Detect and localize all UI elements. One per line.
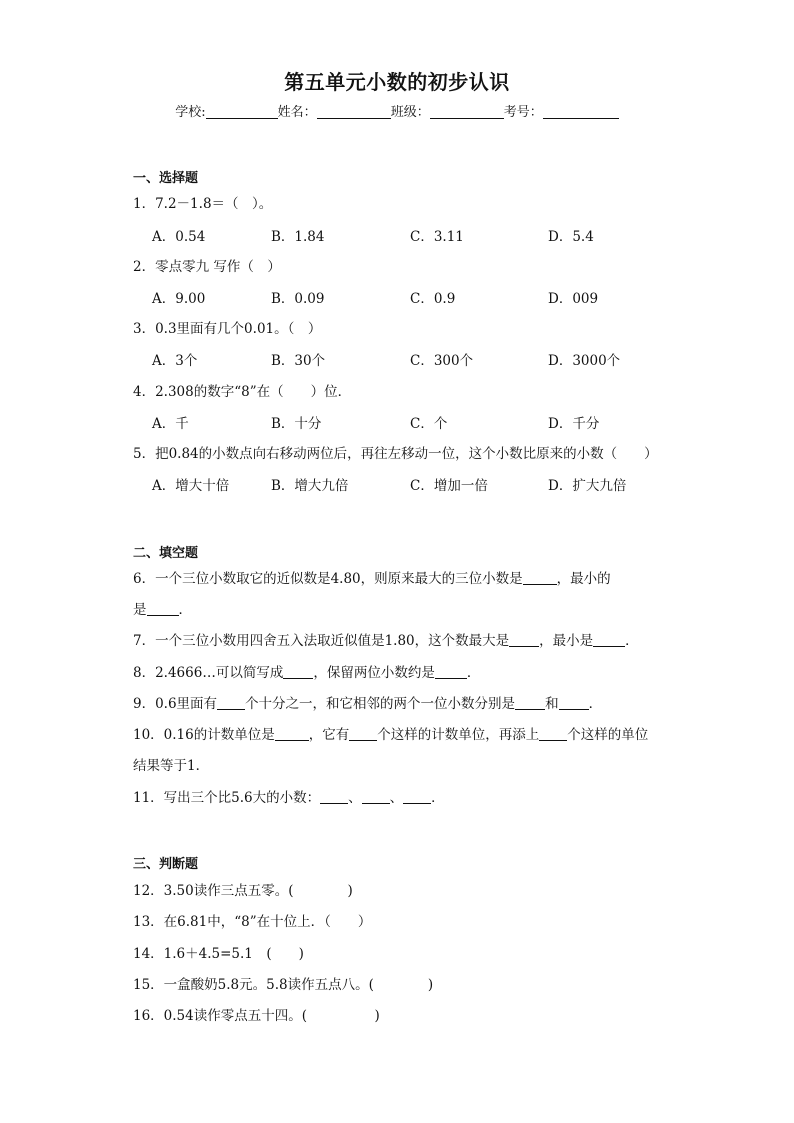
question-6-text: 是 bbox=[133, 602, 147, 618]
answer-blank[interactable] bbox=[217, 697, 245, 710]
question-11-text: 11．写出三个比5.6大的小数： bbox=[133, 790, 321, 806]
question-2-options bbox=[152, 287, 672, 305]
question-10-text: 10．0.16的计数单位是 bbox=[133, 727, 275, 743]
answer-blank[interactable] bbox=[523, 572, 557, 585]
question-10-text: ，它有 bbox=[308, 727, 350, 743]
class-blank[interactable] bbox=[430, 104, 504, 119]
option-d[interactable]: D．5.4 bbox=[548, 229, 594, 245]
question-6-cont bbox=[133, 598, 192, 618]
option-b[interactable]: B．0.09 bbox=[271, 291, 325, 307]
answer-blank[interactable] bbox=[539, 728, 567, 741]
answer-blank[interactable] bbox=[283, 666, 313, 679]
question-9 bbox=[133, 692, 602, 712]
question-7 bbox=[133, 629, 639, 649]
answer-blank[interactable] bbox=[515, 697, 545, 710]
question-11 bbox=[133, 786, 445, 806]
name-label: 姓名： bbox=[277, 105, 317, 120]
school-blank[interactable] bbox=[206, 104, 278, 119]
option-c[interactable]: C．增加一倍 bbox=[410, 478, 488, 494]
option-a[interactable]: A．千 bbox=[152, 416, 189, 432]
answer-blank[interactable] bbox=[509, 634, 539, 647]
answer-blank[interactable] bbox=[349, 728, 377, 741]
exam-no-blank[interactable] bbox=[543, 104, 619, 119]
question-8-text: ，保留两位小数约是 bbox=[313, 665, 435, 681]
option-b[interactable]: B．十分 bbox=[271, 416, 322, 432]
question-8 bbox=[133, 661, 480, 681]
question-7-text: ，最小是 bbox=[539, 633, 594, 649]
question-3: 3．0.3里面有几个0.01。（ ） bbox=[133, 321, 322, 337]
question-8-text: 8．2.4666…可以简写成 bbox=[133, 665, 284, 681]
option-d[interactable]: D．3000个 bbox=[548, 353, 621, 369]
question-9-text: ． bbox=[588, 696, 603, 712]
option-b[interactable]: B．增大九倍 bbox=[271, 478, 349, 494]
question-14: 14．1.6＋4.5=5.1 ( ) bbox=[133, 946, 304, 962]
option-c[interactable]: C．3.11 bbox=[410, 229, 464, 245]
class-label: 班级： bbox=[390, 105, 430, 120]
question-7-text: ． bbox=[625, 633, 639, 649]
answer-blank[interactable] bbox=[559, 697, 589, 710]
answer-blank[interactable] bbox=[362, 791, 390, 804]
question-10-text: 个这样的单位 bbox=[567, 727, 649, 743]
question-2: 2．零点零九 写作（ ） bbox=[133, 259, 281, 275]
question-16: 16．0.54读作零点五十四。( ) bbox=[133, 1008, 380, 1024]
student-info-line bbox=[0, 101, 794, 120]
section-judge-heading: 三、判断题 bbox=[133, 857, 199, 872]
question-6-text: ，最小的 bbox=[556, 571, 611, 587]
question-15: 15．一盒酸奶5.8元。5.8读作五点八。( ) bbox=[133, 977, 434, 993]
option-c[interactable]: C．0.9 bbox=[410, 291, 456, 307]
question-12: 12．3.50读作三点五零。( ) bbox=[133, 883, 353, 899]
option-b[interactable]: B．1.84 bbox=[271, 229, 325, 245]
question-10-cont: 结果等于1． bbox=[133, 758, 210, 774]
question-8-text: ． bbox=[466, 665, 481, 681]
answer-blank[interactable] bbox=[320, 791, 348, 804]
question-10-text: 个这样的计数单位，再添上 bbox=[377, 727, 540, 743]
option-d[interactable]: D．009 bbox=[548, 291, 599, 307]
exam-no-label: 考号： bbox=[503, 105, 543, 120]
question-10 bbox=[133, 723, 648, 743]
question-6 bbox=[133, 567, 611, 587]
question-11-text: 、 bbox=[389, 790, 404, 806]
answer-blank[interactable] bbox=[593, 634, 625, 647]
option-a[interactable]: A．9.00 bbox=[152, 291, 206, 307]
answer-blank[interactable] bbox=[275, 728, 309, 741]
question-11-text: ． bbox=[431, 790, 445, 806]
option-d[interactable]: D．扩大九倍 bbox=[548, 478, 627, 494]
section-fill-heading: 二、填空题 bbox=[133, 546, 199, 561]
option-c[interactable]: C．个 bbox=[410, 416, 448, 432]
answer-blank[interactable] bbox=[435, 666, 467, 679]
question-1: 1．7.2－1.8＝（ ）。 bbox=[133, 196, 273, 212]
question-9-text: 个十分之一，和它相邻的两个一位小数分别是 bbox=[245, 696, 516, 712]
option-a[interactable]: A．0.54 bbox=[152, 229, 206, 245]
name-blank[interactable] bbox=[317, 104, 391, 119]
question-9-text: 9．0.6里面有 bbox=[133, 696, 218, 712]
question-1-options bbox=[152, 225, 672, 243]
page-title: 第五单元小数的初步认识 bbox=[284, 70, 510, 94]
question-11-text: 、 bbox=[348, 790, 362, 806]
section-choice-heading: 一、选择题 bbox=[133, 171, 199, 186]
question-7-text: 7．一个三位小数用四舍五入法取近似值是1.80，这个数最大是 bbox=[133, 633, 510, 649]
option-a[interactable]: A．3个 bbox=[152, 353, 198, 369]
question-5: 5．把0.84的小数点向右移动两位后，再往左移动一位，这个小数比原来的小数（ ） bbox=[133, 446, 658, 462]
question-6-text: 6．一个三位小数取它的近似数是4.80，则原来最大的三位小数是 bbox=[133, 571, 523, 587]
question-5-options bbox=[152, 474, 672, 492]
option-d[interactable]: D．千分 bbox=[548, 416, 600, 432]
option-a[interactable]: A．增大十倍 bbox=[152, 478, 230, 494]
question-9-text: 和 bbox=[545, 696, 559, 712]
question-4: 4．2.308的数字“8”在（ ）位． bbox=[133, 384, 352, 400]
question-3-options bbox=[152, 349, 672, 367]
option-b[interactable]: B．30个 bbox=[271, 353, 326, 369]
question-6-text: ． bbox=[178, 602, 192, 618]
school-label: 学校: bbox=[175, 105, 206, 120]
answer-blank[interactable] bbox=[403, 791, 431, 804]
answer-blank[interactable] bbox=[147, 603, 179, 616]
option-c[interactable]: C．300个 bbox=[410, 353, 474, 369]
question-13: 13．在6.81中，“8”在十位上．（ ） bbox=[133, 914, 372, 930]
question-4-options bbox=[152, 412, 672, 430]
